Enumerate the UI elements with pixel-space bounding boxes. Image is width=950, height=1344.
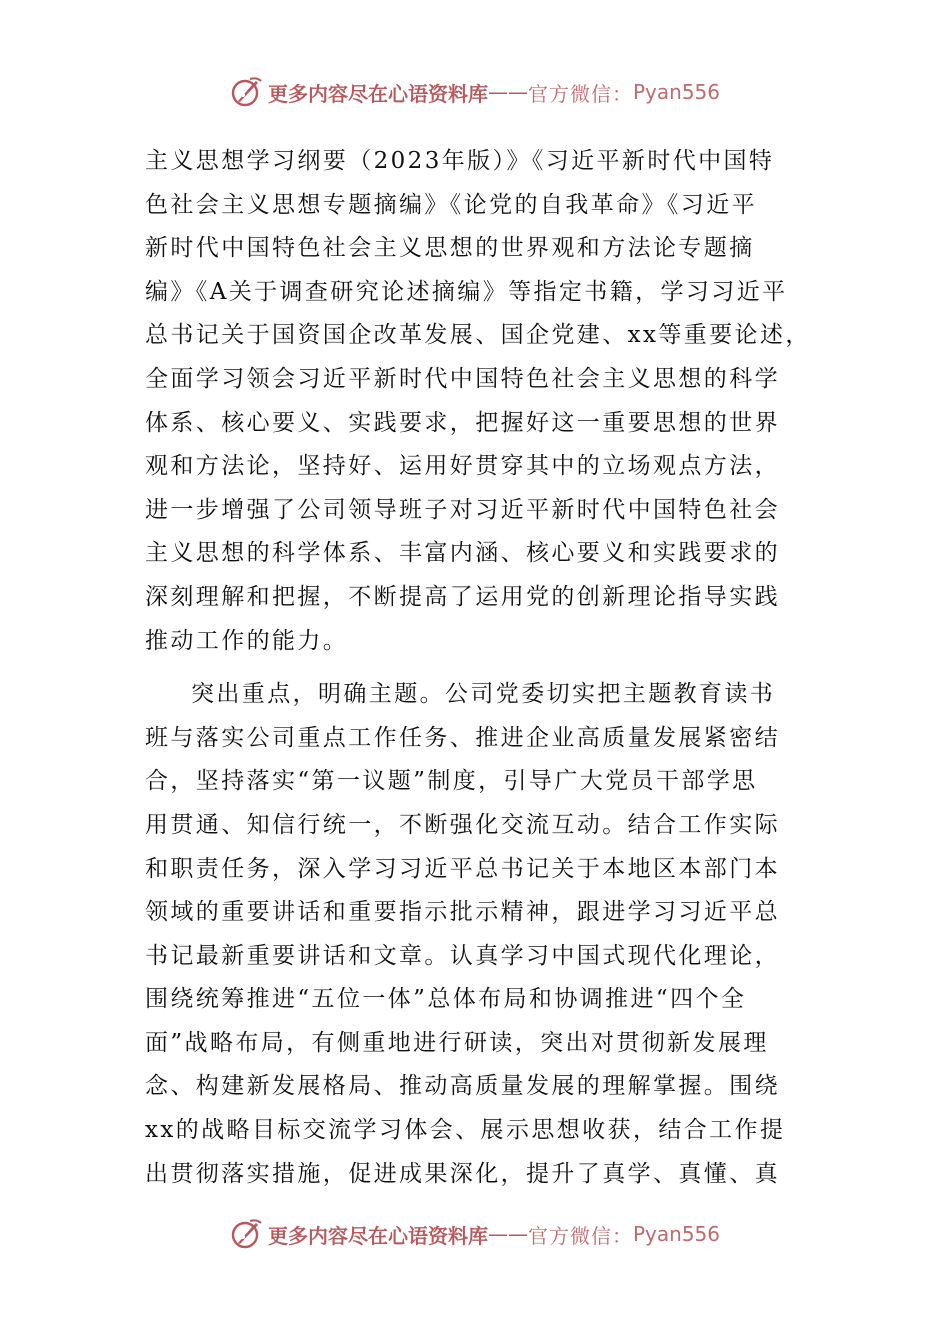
text-line: 出贯彻落实措施，促进成果深化，提升了真学、真懂、真 — [145, 1160, 780, 1187]
text-line: 书记最新重要讲话和文章。认真学习中国式现代化理论， — [145, 942, 780, 969]
pen-logo-icon — [230, 75, 264, 109]
text-line: 推动工作的能力。 — [145, 627, 349, 654]
text-line: 合，坚持落实“第一议题”制度，引导广大党员干部学思 — [145, 768, 758, 795]
text-line: 色社会主义思想专题摘编》《论党的自我革命》《习近平 — [145, 191, 757, 218]
text-line: 深刻理解和把握，不断提高了运用党的创新理论指导实践 — [145, 583, 780, 610]
watermark-dash: —— — [487, 1222, 528, 1246]
watermark-wechat-id: Pyan556 — [632, 1222, 720, 1246]
text-line-indented: 突出重点，明确主题。公司党委切实把主题教育读书 — [191, 681, 776, 708]
text-line: 用贯通、知信行统一，不断强化交流互动。结合工作实际 — [145, 811, 780, 838]
text-line: 面”战略布局，有侧重地进行研读，突出对贯彻新发展理 — [145, 1029, 769, 1056]
text-line: 进一步增强了公司领导班子对习近平新时代中国特色社会 — [145, 496, 780, 523]
pen-logo-icon — [230, 1217, 264, 1251]
text-line: 和职责任务，深入学习习近平总书记关于本地区本部门本 — [145, 855, 780, 882]
text-line: 班与落实公司重点工作任务、推进企业高质量发展紧密结 — [145, 724, 780, 751]
text-line: 主义思想的科学体系、丰富内涵、核心要义和实践要求的 — [145, 540, 780, 567]
text-line: 编》《A关于调查研究论述摘编》等指定书籍，学习习近平 — [145, 278, 788, 305]
text-line: xx的战略目标交流学习体会、展示思想收获，结合工作提 — [145, 1117, 786, 1144]
watermark-main-text: 更多内容尽在心语资料库 — [267, 81, 488, 106]
header-watermark — [0, 72, 950, 112]
watermark-dash: —— — [487, 80, 528, 104]
text-line: 体系、核心要义、实践要求，把握好这一重要思想的世界 — [145, 409, 780, 436]
watermark-main-text: 更多内容尽在心语资料库 — [267, 1223, 488, 1248]
text-line: 围绕统筹推进“五位一体”总体布局和协调推进“四个全 — [145, 986, 747, 1013]
text-line: 主义思想学习纲要（2023年版）》《习近平新时代中国特 — [145, 148, 775, 174]
text-line: 念、构建新发展格局、推动高质量发展的理解掌握。围绕 — [145, 1073, 780, 1100]
text-line: 全面学习领会习近平新时代中国特色社会主义思想的科学 — [145, 365, 780, 392]
paragraph-2 — [145, 673, 817, 1196]
paragraph-1 — [145, 140, 817, 663]
text-line: 新时代中国特色社会主义思想的世界观和方法论专题摘 — [145, 235, 755, 262]
footer-watermark — [0, 1214, 950, 1254]
text-line: 总书记关于国资国企改革发展、国企党建、xx等重要论述， — [145, 322, 811, 349]
watermark-wechat-label: 官方微信： — [527, 81, 633, 106]
document-body — [145, 140, 817, 1196]
watermark-wechat-id: Pyan556 — [632, 80, 720, 104]
text-line: 观和方法论，坚持好、运用好贯穿其中的立场观点方法， — [145, 453, 780, 480]
watermark-wechat-label: 官方微信： — [527, 1223, 633, 1248]
text-line: 领域的重要讲话和重要指示批示精神，跟进学习习近平总 — [145, 899, 780, 926]
